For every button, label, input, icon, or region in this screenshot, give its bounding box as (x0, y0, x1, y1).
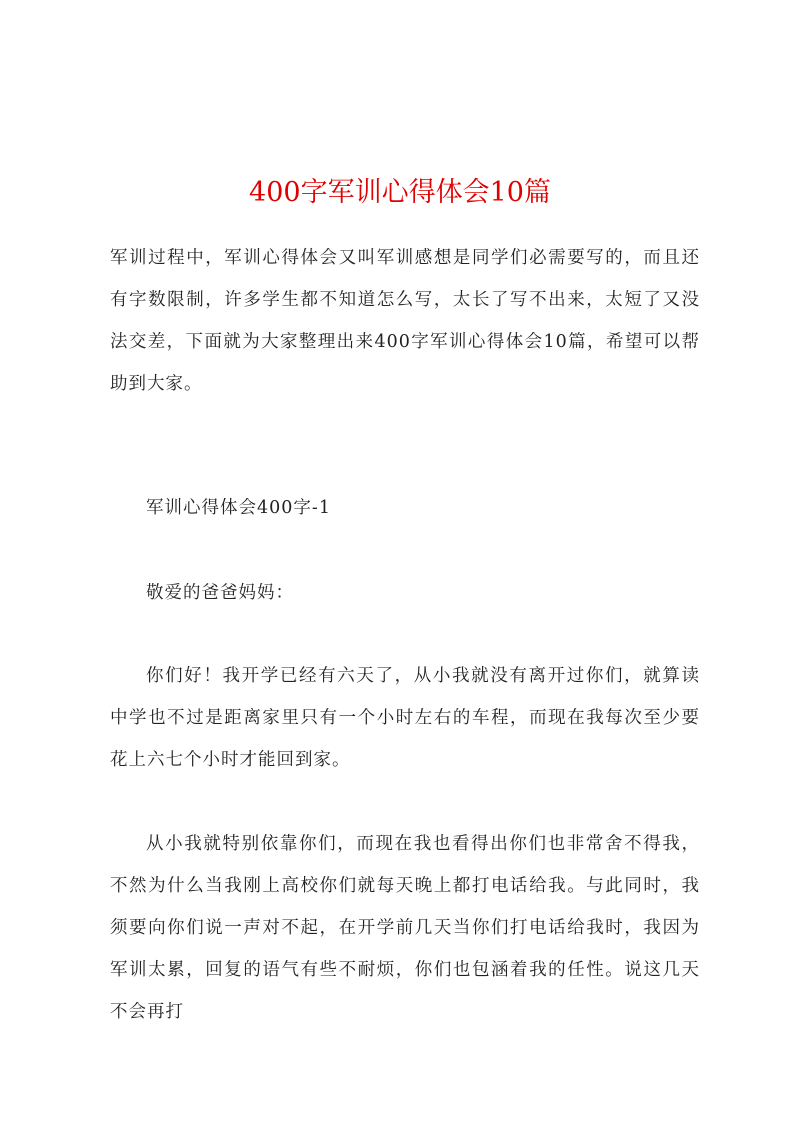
intro-paragraph: 军训过程中，军训心得体会又叫军训感想是同学们必需要写的，而且还有字数限制，许多学生都不知道怎么写，太长了写不出来，太短了又没法交差，下面就为大家整理出来400字军训心得体会10篇，希望可以帮助到大家。 (110, 248, 700, 394)
body-paragraph-2: 从小我就特别依靠你们，而现在我也看得出你们也非常舍不得我，不然为什么当我刚上高校你们就每天晚上都打电话给我。与此同时，我须要向你们说一声对不起，在开学前几天当你们打电话给我时，我因为军训太累，回复的语气有些不耐烦，你们也包涵着我的任性。说这几天不会再打 (110, 834, 700, 1022)
document-title: 400字军训心得体会10篇 (249, 177, 551, 208)
section-heading: 军训心得体会400字-1 (146, 498, 331, 518)
salutation: 敬爱的爸爸妈妈： (146, 583, 294, 603)
body-paragraph-1: 你们好！我开学已经有六天了，从小我就没有离开过你们，就算读中学也不过是距离家里只有一个小时左右的车程，而现在我每次至少要花上六七个小时才能回到家。 (110, 666, 700, 770)
